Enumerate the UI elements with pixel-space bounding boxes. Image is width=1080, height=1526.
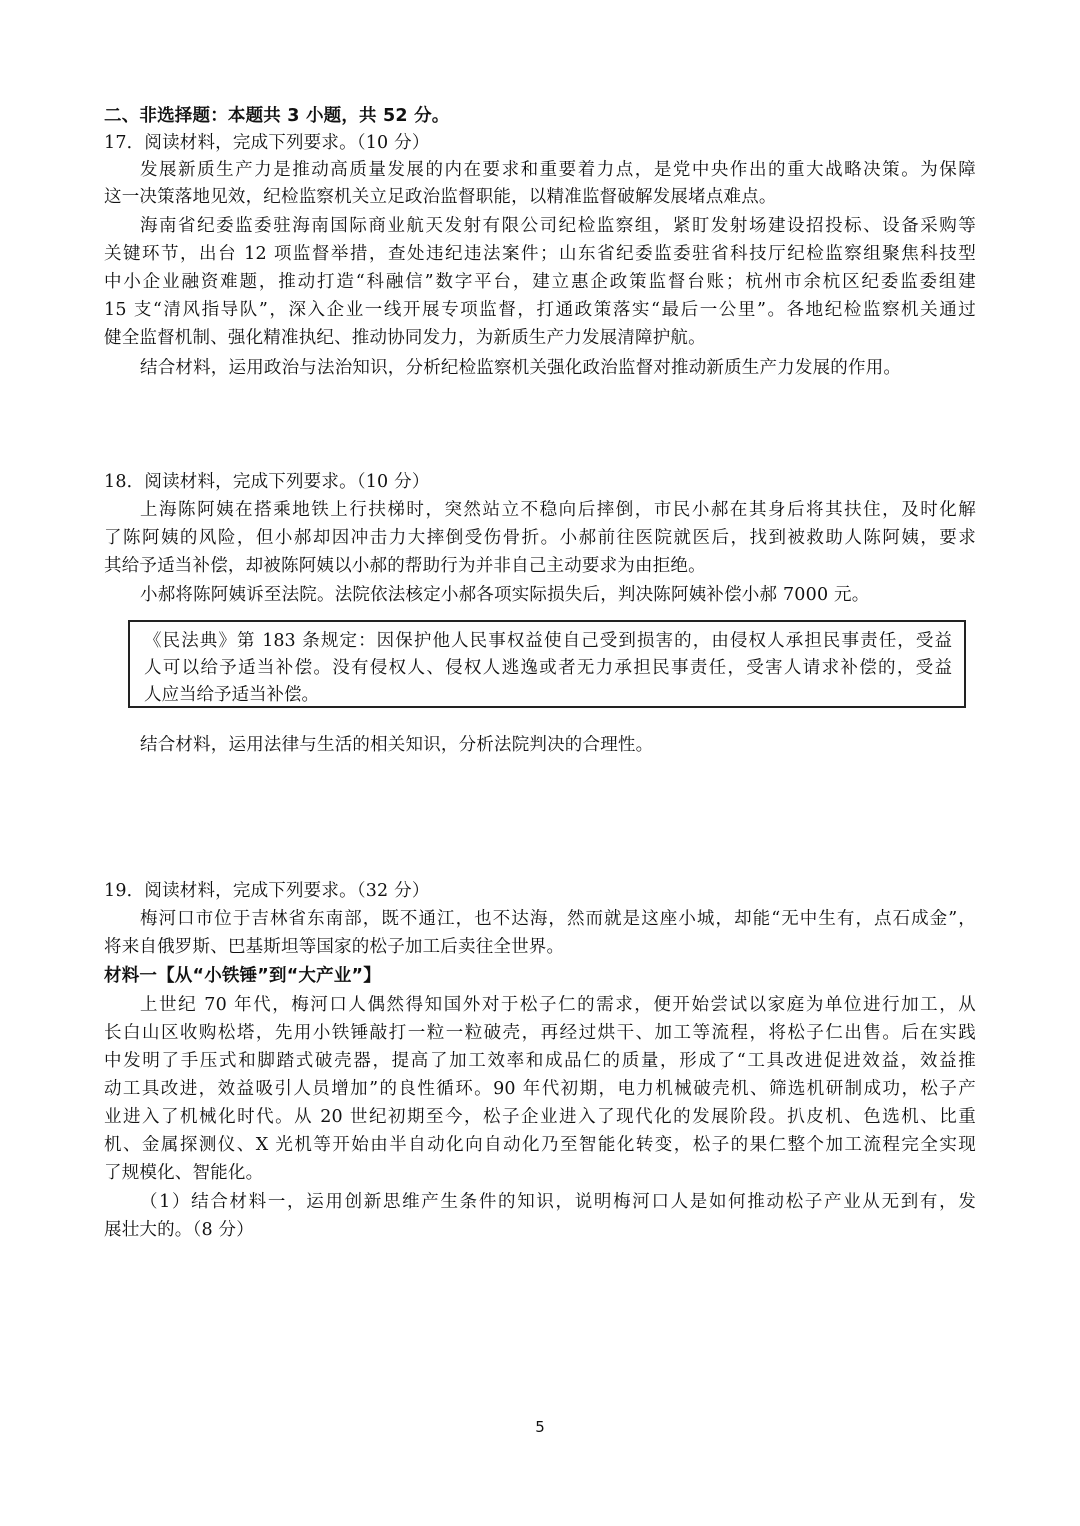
q17-heading: 17．阅读材料，完成下列要求。（10 分） xyxy=(104,133,430,153)
q19-heading: 19．阅读材料，完成下列要求。（32 分） xyxy=(104,881,430,901)
q18-para1-line2: 了陈阿姨的风险，但小郝却因冲击力大摔倒受伤骨折。小郝前往医院就医后，找到被救助人陈阿姨，要求 xyxy=(104,528,976,548)
material1-line6: 机、金属探测仪、X 光机等开始由半自动化向自动化乃至智能化转变，松子的果仁整个加工流程完全实现 xyxy=(104,1135,976,1155)
civil-code-box xyxy=(128,620,966,708)
material1-line4: 动工具改进，效益吸引人员增加”的良性循环。90 年代初期，电力机械破壳机、筛选机研制成功，松子产 xyxy=(104,1079,976,1099)
civil-code-line3: 人应当给予适当补偿。 xyxy=(144,685,319,705)
material1-line1: 上世纪 70 年代，梅河口人偶然得知国外对于松子仁的需求，便开始尝试以家庭为单位进行加工，从 xyxy=(140,995,976,1015)
q18-para2: 小郝将陈阿姨诉至法院。法院依法核定小郝各项实际损失后，判决陈阿姨补偿小郝 7000 元。 xyxy=(140,585,870,605)
civil-code-line1: 《民法典》第 183 条规定：因保护他人民事权益使自己受到损害的，由侵权人承担民事责任，受益 xyxy=(144,631,952,651)
q18-para1-line3: 其给予适当补偿，却被陈阿姨以小郝的帮助行为并非自己主动要求为由拒绝。 xyxy=(104,556,706,576)
q19-intro-line2: 将来自俄罗斯、巴基斯坦等国家的松子加工后卖往全世界。 xyxy=(104,937,565,957)
q17-para2-line2: 关键环节，出台 12 项监督举措，查处违纪违法案件；山东省纪委监委驻省科技厅纪检监察组聚焦科技型 xyxy=(104,244,976,264)
q17-task: 结合材料，运用政治与法治知识，分析纪检监察机关强化政治监督对推动新质生产力发展的作用。 xyxy=(140,358,902,378)
page-number: 5 xyxy=(535,1418,545,1436)
material1-line3: 中发明了手压式和脚踏式破壳器，提高了加工效率和成品仁的质量，形成了“工具改进促进效益，效益推 xyxy=(104,1051,976,1071)
material1-line5: 业进入了机械化时代。从 20 世纪初期至今，松子企业进入了现代化的发展阶段。扒皮机、色选机、比重 xyxy=(104,1107,976,1127)
material1-title: 材料一【从“小铁锤”到“大产业”】 xyxy=(104,966,381,986)
q18-heading: 18．阅读材料，完成下列要求。（10 分） xyxy=(104,472,430,492)
section-title: 二、非选择题：本题共 3 小题，共 52 分。 xyxy=(104,106,450,126)
material1-line2: 长白山区收购松塔，先用小铁锤敲打一粒一粒破壳，再经过烘干、加工等流程，将松子仁出售。后在实践 xyxy=(104,1023,976,1043)
q19-sub1-line1: （1）结合材料一，运用创新思维产生条件的知识，说明梅河口人是如何推动松子产业从无到有，发 xyxy=(140,1192,976,1212)
q17-para2-line3: 中小企业融资难题，推动打造“科融信”数字平台，建立惠企政策监督台账；杭州市余杭区纪委监委组建 xyxy=(104,272,976,292)
q19-sub1-line2: 展壮大的。（8 分） xyxy=(104,1220,254,1240)
q18-task: 结合材料，运用法律与生活的相关知识，分析法院判决的合理性。 xyxy=(140,735,654,755)
q17-para1-line2: 这一决策落地见效，纪检监察机关立足政治监督职能，以精准监督破解发展堵点难点。 xyxy=(104,187,777,207)
q17-para1-line1: 发展新质生产力是推动高质量发展的内在要求和重要着力点，是党中央作出的重大战略决策。为保障 xyxy=(140,160,976,180)
q17-para2-line4: 15 支“清风指导队”，深入企业一线开展专项监督，打通政策落实“最后一公里”。各地纪检监察机关通过 xyxy=(104,300,976,320)
q17-para2-line1: 海南省纪委监委驻海南国际商业航天发射有限公司纪检监察组，紧盯发射场建设招投标、设备采购等 xyxy=(140,216,976,236)
q17-para2-line5: 健全监督机制、强化精准执纪、推动协同发力，为新质生产力发展清障护航。 xyxy=(104,328,706,348)
q18-para1-line1: 上海陈阿姨在搭乘地铁上行扶梯时，突然站立不稳向后摔倒，市民小郝在其身后将其扶住，及时化解 xyxy=(140,500,976,520)
material1-line7: 了规模化、智能化。 xyxy=(104,1163,264,1183)
q19-intro-line1: 梅河口市位于吉林省东南部，既不通江，也不达海，然而就是这座小城，却能“无中生有，点石成金”， xyxy=(140,909,976,929)
civil-code-line2: 人可以给予适当补偿。没有侵权人、侵权人逃逸或者无力承担民事责任，受害人请求补偿的，受益 xyxy=(144,658,952,678)
